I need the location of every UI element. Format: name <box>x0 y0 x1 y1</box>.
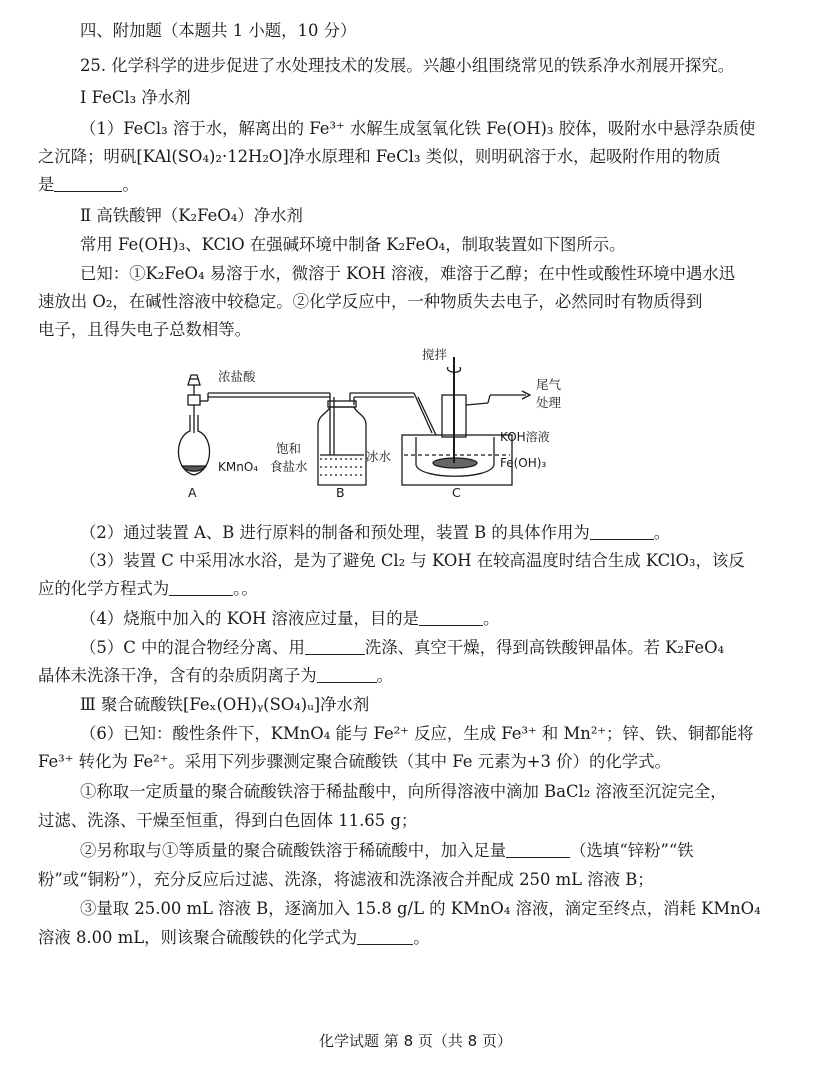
label-saturated: 饱和 <box>276 441 302 456</box>
step-3-suffix: 。 <box>413 928 430 947</box>
part-1-title: Ⅰ FeCl₃ 净水剂 <box>80 88 191 107</box>
label-kmno4: KMnO₄ <box>218 460 259 474</box>
section-title: 四、附加题（本题共 1 小题，10 分） <box>80 21 357 40</box>
q1-line-3 <box>38 174 139 196</box>
q4-suffix: 。 <box>483 609 500 628</box>
q2-text: （2）通过装置 A、B 进行原料的制备和预处理，装置 B 的具体作用为 <box>80 523 590 542</box>
label-tail-gas-2: 处理 <box>536 395 562 410</box>
step-2-reagent-blank[interactable] <box>506 842 570 858</box>
label-feoh3: Fe(OH)₃ <box>500 456 547 470</box>
q3-line-1: （3）装置 C 中采用冰水浴，是为了避免 Cl₂ 与 KOH 在较高温度时结合生成 KClO₃，该反 <box>80 551 745 570</box>
q5-line-1-rest: 洗涤、真空干燥，得到高铁酸钾晶体。若 K₂FeO₄ <box>364 638 725 657</box>
q2-suffix: 。 <box>653 523 671 542</box>
label-a: A <box>188 485 197 500</box>
label-saltwater: 食盐水 <box>270 459 308 474</box>
step-3-line-1: ③量取 25.00 mL 溶液 B，逐滴加入 15.8 g/L 的 KMnO₄ 溶液，滴定至终点，消耗 KMnO₄ <box>80 899 761 918</box>
q3-line-2 <box>38 578 258 600</box>
q6-line-1: （6）已知：酸性条件下，KMnO₄ 能与 Fe²⁺ 反应，生成 Fe³⁺ 和 Mn²⁺；锌、铁、铜都能将 <box>80 724 754 743</box>
part-2-title: Ⅱ 高铁酸钾（K₂FeO₄）净水剂 <box>80 206 303 225</box>
step-2-prefix: ②另称取与①等质量的聚合硫酸铁溶于稀硫酸中，加入足量 <box>80 841 507 860</box>
q4 <box>80 608 499 630</box>
q5-anion-blank[interactable] <box>317 667 377 683</box>
apparatus-b <box>318 401 366 485</box>
known-line-3: 电子，且得失电子总数相等。 <box>38 320 252 339</box>
q4-text: （4）烧瓶中加入的 KOH 溶液应过量，目的是 <box>80 609 420 628</box>
label-b: B <box>336 485 345 500</box>
q2-answer-blank[interactable] <box>590 524 654 540</box>
part-3-title: Ⅲ 聚合硫酸铁[Feₓ(OH)ᵧ(SO₄)ᵤ]净水剂 <box>80 695 370 714</box>
apparatus-a <box>178 375 209 475</box>
q1-line-2: 之沉降；明矾[KAl(SO₄)₂·12H₂O]净水原理和 FeCl₃ 类似，则明矾溶于水，起吸附作用的物质 <box>38 147 721 166</box>
question-25-intro: 25. 化学科学的进步促进了水处理技术的发展。兴趣小组围绕常见的铁系净水剂展开探究。 <box>80 56 735 75</box>
step-3-prefix: 溶液 8.00 mL，则该聚合硫酸铁的化学式为 <box>38 928 358 947</box>
step-3-formula-blank[interactable] <box>357 929 413 945</box>
step-3-line-2 <box>38 927 430 949</box>
q4-answer-blank[interactable] <box>419 610 483 626</box>
q1-answer-blank[interactable] <box>54 176 122 192</box>
part-2-intro: 常用 Fe(OH)₃、KClO 在强碱环境中制备 K₂FeO₄，制取装置如下图所示。 <box>80 235 626 254</box>
q1-answer-prefix: 是 <box>38 175 55 194</box>
page-footer: 化学试题 第 8 页（共 8 页） <box>319 1032 512 1050</box>
q5-wash-blank[interactable] <box>305 639 365 655</box>
q5-line-2-prefix: 晶体未洗涤干净，含有的杂质阴离子为 <box>38 666 317 685</box>
q3-answer-blank[interactable] <box>169 580 233 596</box>
step-1-line-2: 过滤、洗涤、干燥至恒重，得到白色固体 11.65 g； <box>38 811 418 830</box>
q5-line-1 <box>80 637 724 659</box>
label-conc-hcl: 浓盐酸 <box>218 369 256 384</box>
label-tail-gas-1: 尾气 <box>536 377 562 392</box>
label-c: C <box>452 485 461 500</box>
step-1-line-1: ①称取一定质量的聚合硫酸铁溶于稀盐酸中，向所得溶液中滴加 BaCl₂ 溶液至沉淀完全， <box>80 782 727 801</box>
label-ice-water: 冰水 <box>366 449 392 464</box>
known-line-2: 速放出 O₂，在碱性溶液中较稳定。②化学反应中，一种物质失去电子，必然同时有物质得到 <box>38 292 703 311</box>
apparatus-diagram <box>170 345 570 510</box>
q5-prefix: （5）C 中的混合物经分离、用 <box>80 638 305 657</box>
q1-answer-suffix: 。 <box>122 175 139 194</box>
q2 <box>80 522 670 544</box>
q3-suffix: 。。 <box>233 579 258 598</box>
known-line-1: 已知：①K₂FeO₄ 易溶于水，微溶于 KOH 溶液，难溶于乙醇；在中性或酸性环境中遇水迅 <box>80 264 736 283</box>
label-koh-solution: KOH溶液 <box>500 430 550 444</box>
q3-prefix: 应的化学方程式为 <box>38 579 170 598</box>
label-stir: 搅拌 <box>422 347 448 362</box>
q6-line-2: Fe³⁺ 转化为 Fe²⁺。采用下列步骤测定聚合硫酸铁（其中 Fe 元素为+3 价）的化学式。 <box>38 752 671 771</box>
step-2-line-2: 粉”或“铜粉”），充分反应后过滤、洗涤，将滤液和洗涤液合并配成 250 mL 溶液 B； <box>38 870 654 889</box>
step-2-line-1 <box>80 840 694 862</box>
q5-suffix: 。 <box>376 666 394 685</box>
step-2-options: （选填“锌粉”“铁 <box>570 841 694 860</box>
q1-line-1: （1）FeCl₃ 溶于水，解离出的 Fe³⁺ 水解生成氢氧化铁 Fe(OH)₃ 胶体，吸附水中悬浮杂质使 <box>80 119 756 138</box>
q5-line-2 <box>38 665 393 687</box>
